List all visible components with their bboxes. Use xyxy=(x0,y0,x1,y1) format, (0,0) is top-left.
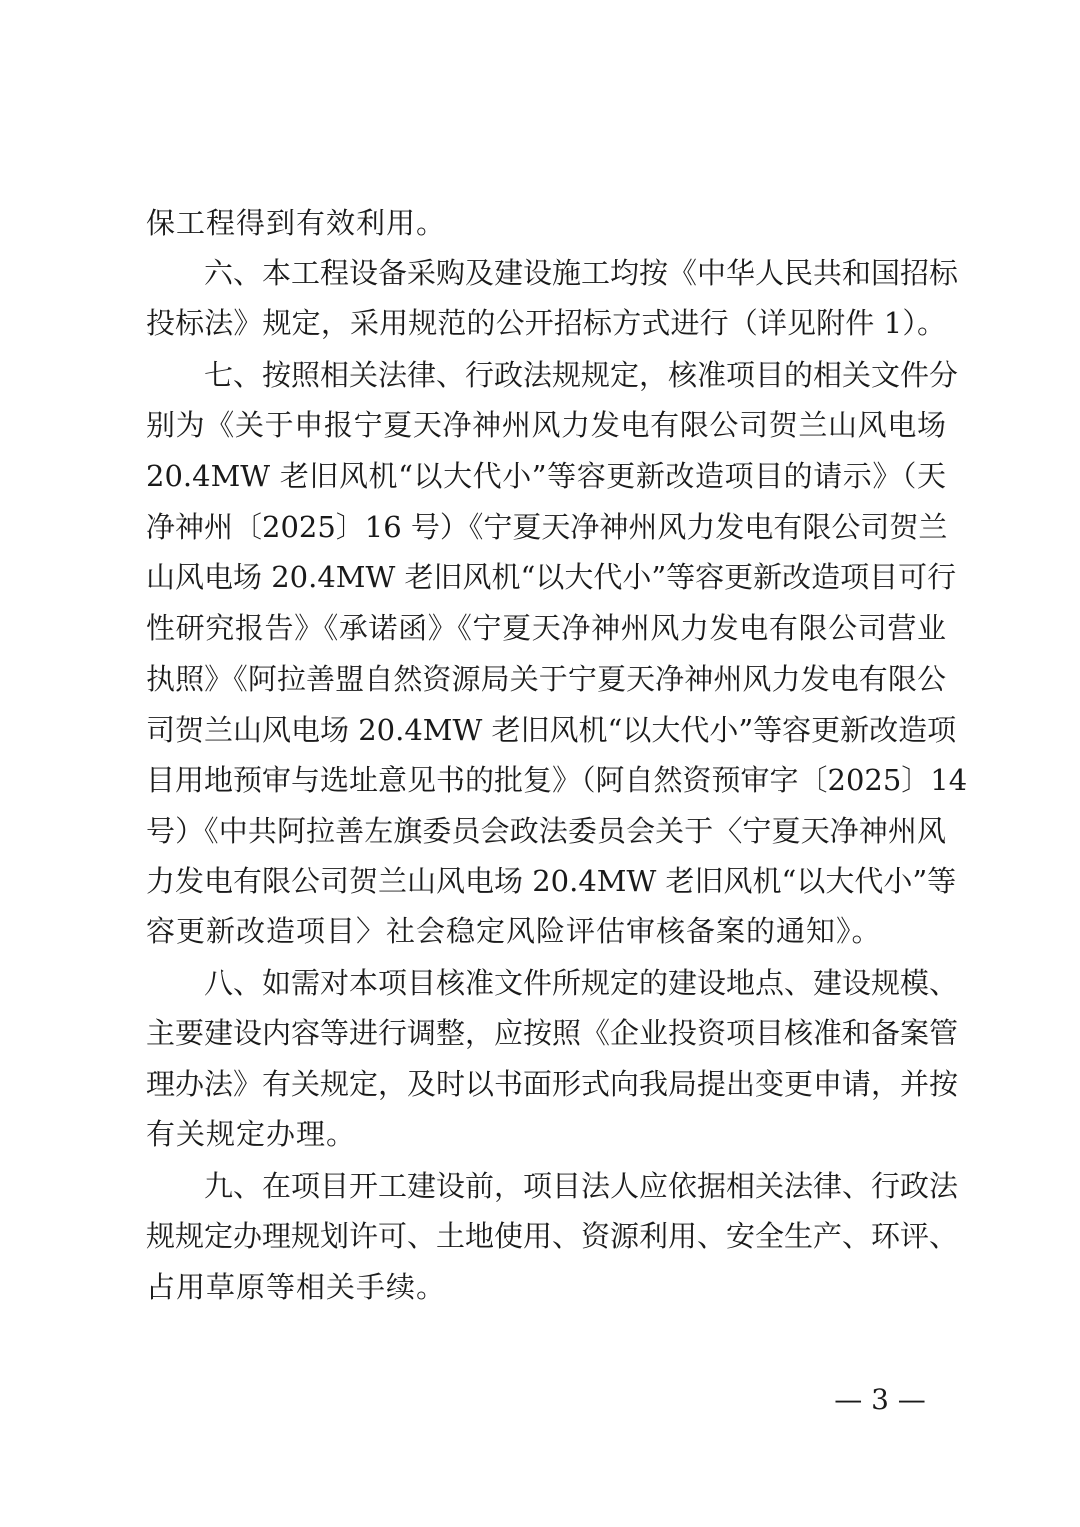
paragraph-line: 山风电场 20.4MW 老旧风机“以大代小”等容更新改造项目可行 xyxy=(146,560,957,594)
paragraph-line: 规规定办理规划许可、土地使用、资源利用、安全生产、环评、 xyxy=(146,1219,959,1253)
paragraph-line: 号）《中共阿拉善左旗委员会政法委员会关于〈宁夏天净神州风 xyxy=(146,814,946,848)
paragraph-line: 执照》《阿拉善盟自然资源局关于宁夏天净神州风力发电有限公 xyxy=(146,662,946,696)
paragraph-line: 主要建设内容等进行调整，应按照《企业投资项目核准和备案管 xyxy=(146,1016,959,1050)
paragraph-line: 容更新改造项目〉社会稳定风险评估审核备案的通知》。 xyxy=(146,914,882,948)
paragraph-line: 占用草原等相关手续。 xyxy=(146,1270,447,1304)
paragraph-line: 20.4MW 老旧风机“以大代小”等容更新改造项目的请示》（天 xyxy=(146,459,946,493)
paragraph-line: 别为《关于申报宁夏天净神州风力发电有限公司贺兰山风电场 xyxy=(146,408,946,442)
paragraph-line: 八、如需对本项目核准文件所规定的建设地点、建设规模、 xyxy=(204,966,959,1000)
paragraph-line: 司贺兰山风电场 20.4MW 老旧风机“以大代小”等容更新改造项 xyxy=(146,713,957,747)
paragraph-line: 有关规定办理。 xyxy=(146,1117,357,1151)
paragraph-line: 投标法》规定，采用规范的公开招标方式进行（详见附件 1）。 xyxy=(146,306,946,340)
paragraph-line: 性研究报告》《承诺函》《宁夏天净神州风力发电有限公司营业 xyxy=(146,611,946,645)
page-number: — 3 — xyxy=(834,1383,926,1416)
paragraph-line: 净神州〔2025〕16 号）《宁夏天净神州风力发电有限公司贺兰 xyxy=(146,510,948,544)
paragraph-line: 保工程得到有效利用。 xyxy=(146,206,447,240)
paragraph-line: 九、在项目开工建设前，项目法人应依据相关法律、行政法 xyxy=(204,1169,959,1203)
paragraph-line: 目用地预审与选址意见书的批复》（阿自然资预审字〔2025〕14 xyxy=(146,763,968,797)
paragraph-line: 七、按照相关法律、行政法规规定，核准项目的相关文件分 xyxy=(204,358,959,392)
paragraph-line: 理办法》有关规定，及时以书面形式向我局提出变更申请，并按 xyxy=(146,1067,959,1101)
paragraph-line: 力发电有限公司贺兰山风电场 20.4MW 老旧风机“以大代小”等 xyxy=(146,864,957,898)
paragraph-line: 六、本工程设备采购及建设施工均按《中华人民共和国招标 xyxy=(204,256,959,290)
